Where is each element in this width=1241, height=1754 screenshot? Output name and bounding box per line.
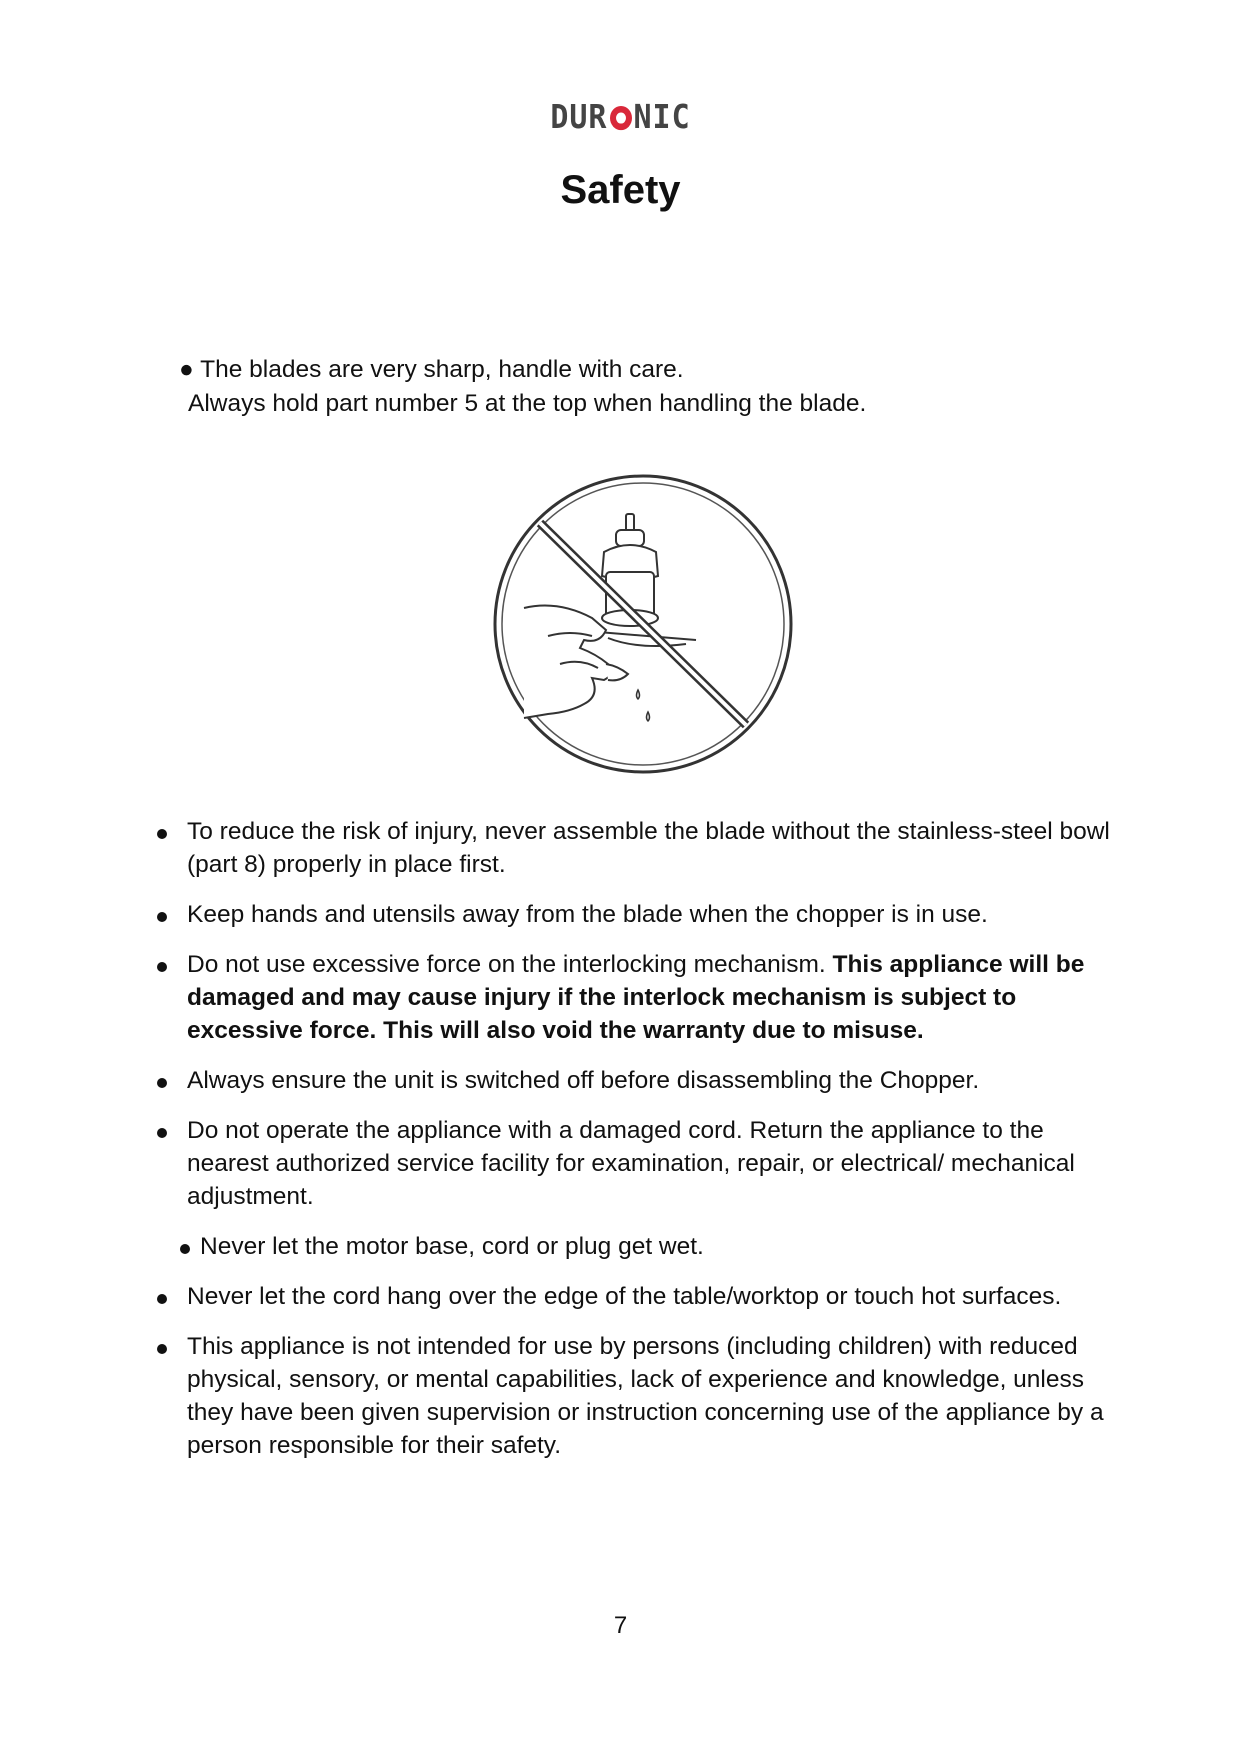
logo-wordmark [550, 98, 690, 137]
item-text: Never let the cord hang over the edge of the table/worktop or touch hot surfaces. [187, 1283, 1062, 1310]
list-item [152, 815, 1132, 881]
page-title: Safety [560, 168, 681, 212]
logo-text-nic: NIC [633, 98, 691, 137]
item-text: To reduce the risk of injury, never assemble the blade without the stainless-steel bowl (part 8) properly in place first. [187, 818, 1110, 878]
list-item [152, 1230, 1132, 1263]
item-text: Do not use excessive force on the interlocking mechanism. [187, 951, 833, 978]
list-item [152, 948, 1132, 1047]
brand-logo [0, 100, 1241, 135]
item-text: Always ensure the unit is switched off before disassembling the Chopper. [187, 1067, 980, 1094]
drop-icons [637, 690, 650, 721]
item-text: Never let the motor base, cord or plug get wet. [200, 1233, 704, 1260]
logo-text-dur: DUR [550, 98, 608, 137]
logo-power-icon [610, 105, 632, 129]
list-item [152, 1280, 1132, 1313]
item-text: Keep hands and utensils away from the blade when the chopper is in use. [187, 901, 988, 928]
intro-line-1: ● The blades are very sharp, handle with care. [179, 356, 684, 383]
list-item [152, 1330, 1132, 1462]
safety-list [152, 815, 1132, 1479]
list-item [152, 1114, 1132, 1213]
list-item [152, 1064, 1132, 1097]
list-item [152, 898, 1132, 931]
page-number: 7 [613, 1612, 628, 1639]
bullet-icon [157, 1078, 167, 1088]
bullet-icon [157, 1128, 167, 1138]
bullet-icon [180, 1244, 190, 1254]
prohibited-handling-blade-icon [488, 468, 798, 780]
item-bold-text: This appliance will be damaged and may cause injury if the interlock mechanism is subject to excessive force. This will also void the warranty due to misuse. [187, 951, 1085, 1044]
intro-line-2: Always hold part number 5 at the top when handling the blade. [188, 390, 867, 417]
intro-block [179, 353, 866, 421]
bullet-icon [157, 829, 167, 839]
bullet-icon [157, 1294, 167, 1304]
bullet-icon [157, 962, 167, 972]
item-text: Do not operate the appliance with a damaged cord. Return the appliance to the nearest authorized service facility for examination, repair, or electrical/ mechanical adjustment. [187, 1117, 1075, 1210]
bullet-icon [157, 1344, 167, 1354]
item-text: This appliance is not intended for use by persons (including children) with reduced physical, sensory, or mental capabilities, lack of experience and knowledge, unless they have been given supervision or instruction concerning use of the appliance by a person responsible for their safety. [187, 1333, 1104, 1459]
bullet-icon [157, 912, 167, 922]
